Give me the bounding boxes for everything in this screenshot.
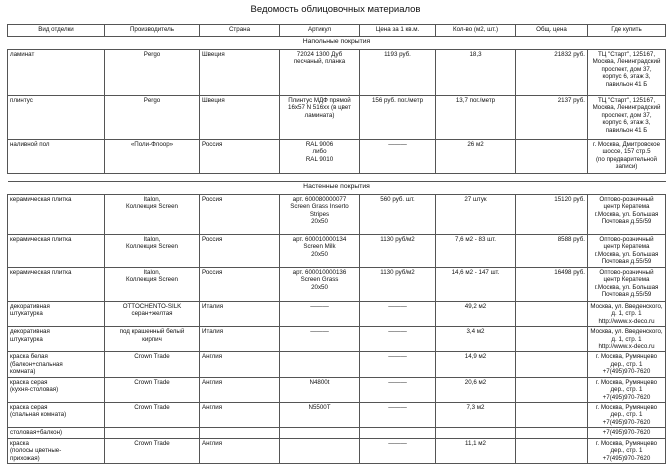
cell-price: ——— [360, 377, 436, 402]
cell-qty: 11,1 м2 [436, 438, 516, 463]
cell-where: г. Москва, Румянцево дер., стр. 1 +7(495)970-7620 [588, 438, 666, 463]
cell-total [516, 403, 588, 428]
table-row [8, 403, 666, 428]
cell-type: плинтус [8, 96, 105, 140]
cell-where: Оптово-розничный центр Кератема г.Москва, ул. Большая Почтовая д.55/59 [588, 195, 666, 235]
cell-qty: 3,4 м2 [436, 327, 516, 352]
cell-price [360, 428, 436, 438]
cell-qty [436, 428, 516, 438]
cell-country: Швеция [200, 96, 280, 140]
cell-qty: 20,6 м2 [436, 377, 516, 402]
cell-total: 2137 руб. [516, 96, 588, 140]
cell-total: 16498 руб. [516, 267, 588, 301]
table-row [8, 50, 666, 96]
col-header: Цена за 1 кв.м. [360, 25, 436, 37]
cell-qty: 7,3 м2 [436, 403, 516, 428]
cell-qty: 26 м2 [436, 140, 516, 174]
section-title: Настенные покрытия [8, 182, 666, 195]
cell-maker: под крашенный белый кирпич [105, 327, 200, 352]
cell-where: г. Москва, Румянцево дер., стр. 1 +7(495)970-7620 [588, 403, 666, 428]
table-row [8, 235, 666, 268]
cell-country: Англия [200, 352, 280, 377]
section-title: Напольные покрытия [8, 37, 666, 50]
cell-price: 560 руб. шт. [360, 195, 436, 235]
cell-article: арт. 600080000077 Screen Grass Inserto Stripes 20x50 [280, 195, 360, 235]
table-row [8, 96, 666, 140]
cell-price: ——— [360, 352, 436, 377]
cell-maker: Pergo [105, 50, 200, 96]
cell-maker: Italon, Коллекция Screen [105, 267, 200, 301]
cell-price: ——— [360, 438, 436, 463]
table-row [8, 438, 666, 463]
cell-maker: Italon, Коллекция Screen [105, 195, 200, 235]
col-header: Артикул [280, 25, 360, 37]
col-header: Где купить [588, 25, 666, 37]
cell-qty: 7,6 м2 - 83 шт. [436, 235, 516, 268]
cell-country: Англия [200, 403, 280, 428]
cell-article: ——— [280, 301, 360, 326]
cell-total [516, 327, 588, 352]
cell-article: арт. 600010000134 Screen Milk 20x50 [280, 235, 360, 268]
cell-country: Италия [200, 327, 280, 352]
cell-article: N4800t [280, 377, 360, 402]
cell-article: RAL 9006 либо RAL 9010 [280, 140, 360, 174]
cell-qty: 49,2 м2 [436, 301, 516, 326]
cell-total: 21832 руб. [516, 50, 588, 96]
cell-maker: Crown Trade [105, 403, 200, 428]
cell-country: Италия [200, 301, 280, 326]
cell-country: Россия [200, 267, 280, 301]
cell-country: Англия [200, 438, 280, 463]
cell-maker: OTTOCHENTO-SILK серан+желтая [105, 301, 200, 326]
cell-price: ——— [360, 140, 436, 174]
cell-price: 156 руб. пог./метр [360, 96, 436, 140]
cell-maker: Pergo [105, 96, 200, 140]
table-row [8, 301, 666, 326]
cell-type: столовая+балкон) [8, 428, 105, 438]
header-row [8, 25, 666, 37]
table-row [8, 195, 666, 235]
cell-maker: Crown Trade [105, 438, 200, 463]
cell-where: Москва, ул. Введенского, д. 1, стр. 1 http://www.x-deco.ru [588, 301, 666, 326]
cell-maker: Crown Trade [105, 377, 200, 402]
cell-type: керамическая плитка [8, 235, 105, 268]
cell-country: Англия [200, 377, 280, 402]
cell-country: Россия [200, 195, 280, 235]
table-row [8, 428, 666, 438]
cell-where: Москва, ул. Введенского, д. 1, стр. 1 http://www.x-deco.ru [588, 327, 666, 352]
cell-article: арт. 600010000136 Screen Grass 20x50 [280, 267, 360, 301]
cell-article: ——— [280, 327, 360, 352]
cell-where: Оптово-розничный центр Кератема г.Москва, ул. Большая Почтовая д.55/59 [588, 235, 666, 268]
cell-maker: Crown Trade [105, 352, 200, 377]
cell-type: наливной пол [8, 140, 105, 174]
cell-article [280, 438, 360, 463]
section-floor [8, 37, 666, 50]
cell-article [280, 352, 360, 377]
cell-country [200, 428, 280, 438]
cell-total [516, 140, 588, 174]
materials-table [7, 24, 666, 464]
cell-type: краска белая (балкон+спальная комната) [8, 352, 105, 377]
cell-where: Оптово-розничный центр Кератема г.Москва, ул. Большая Почтовая д.55/59 [588, 267, 666, 301]
cell-qty: 14,6 м2 - 147 шт. [436, 267, 516, 301]
cell-country: Россия [200, 235, 280, 268]
cell-type: краска серая (кухня-столовая) [8, 377, 105, 402]
cell-maker: «Поли-Флоор» [105, 140, 200, 174]
spacer-cell [8, 174, 666, 182]
cell-country: Россия [200, 140, 280, 174]
col-header: Вид отделки [8, 25, 105, 37]
cell-maker: Italon, Коллекция Screen [105, 235, 200, 268]
cell-qty: 14,9 м2 [436, 352, 516, 377]
cell-type: декоративная штукатурка [8, 327, 105, 352]
cell-price: ——— [360, 327, 436, 352]
cell-article [280, 428, 360, 438]
cell-total: 15120 руб. [516, 195, 588, 235]
cell-type: ламинат [8, 50, 105, 96]
cell-where: ТЦ "Старт", 125167, Москва, Ленинградский проспект, дом 37, корпус 6, этаж 3, павильон 41 Б [588, 96, 666, 140]
cell-qty: 13,7 пог./метр [436, 96, 516, 140]
table-row [8, 327, 666, 352]
cell-total [516, 428, 588, 438]
col-header: Производитель [105, 25, 200, 37]
cell-where: ТЦ "Старт", 125167, Москва, Ленинградский проспект, дом 37, корпус 6, этаж 3, павильон 41 Б [588, 50, 666, 96]
cell-total [516, 377, 588, 402]
section-wall [8, 182, 666, 195]
cell-price: ——— [360, 403, 436, 428]
document-title: Ведомость облицовочных материалов [250, 4, 421, 15]
cell-article: N5500T [280, 403, 360, 428]
cell-total [516, 301, 588, 326]
cell-article: 72024 1300 Дуб песчаный, планка [280, 50, 360, 96]
table-row [8, 352, 666, 377]
cell-where: г. Москва, Румянцево дер., стр. 1 +7(495)970-7620 [588, 377, 666, 402]
col-header: Кол-во (м2, шт.) [436, 25, 516, 37]
col-header: Страна [200, 25, 280, 37]
col-header: Общ. цена [516, 25, 588, 37]
cell-price: 1130 руб/м2 [360, 235, 436, 268]
cell-article: Плинтус МДФ прямой 16х57 N 516хх (в цвет ламината) [280, 96, 360, 140]
cell-price: ——— [360, 301, 436, 326]
cell-country: Швеция [200, 50, 280, 96]
cell-maker [105, 428, 200, 438]
cell-type: керамическая плитка [8, 195, 105, 235]
cell-where: г. Москва, Румянцево дер., стр. 1 +7(495)970-7620 [588, 352, 666, 377]
cell-price: 1130 руб/м2 [360, 267, 436, 301]
cell-where: +7(495)970-7620 [588, 428, 666, 438]
cell-type: керамическая плитка [8, 267, 105, 301]
cell-type: краска серая (спальная комната) [8, 403, 105, 428]
spacer-row [8, 174, 666, 182]
table-row [8, 140, 666, 174]
cell-price: 1193 руб. [360, 50, 436, 96]
cell-total [516, 352, 588, 377]
cell-type: краска (полосы цветные- прихожая) [8, 438, 105, 463]
cell-where: г. Москва, Дмитровское шоссе, 157 стр.5 (по предварительной записи) [588, 140, 666, 174]
cell-qty: 27 штук [436, 195, 516, 235]
cell-total [516, 438, 588, 463]
table-row [8, 267, 666, 301]
cell-type: декоративная штукатурка [8, 301, 105, 326]
cell-total: 8588 руб. [516, 235, 588, 268]
cell-qty: 18,3 [436, 50, 516, 96]
table-row [8, 377, 666, 402]
